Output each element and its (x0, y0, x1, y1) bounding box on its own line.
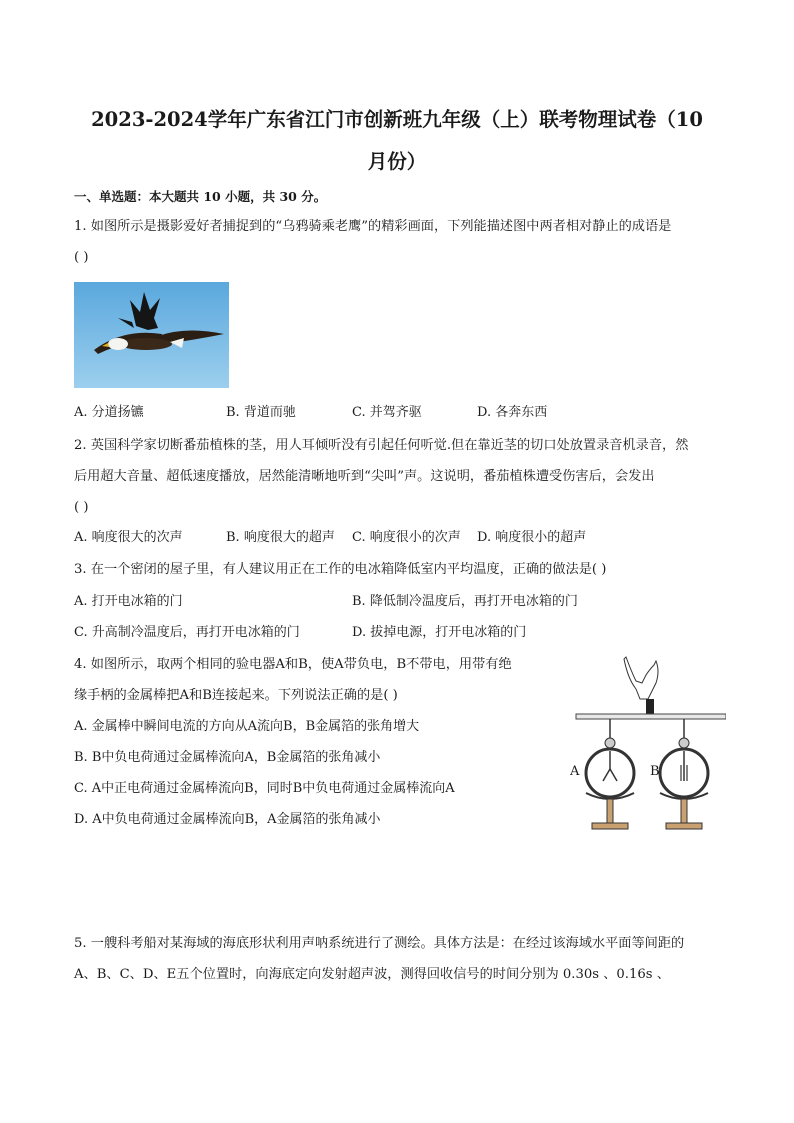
q1-stem-line2: ( ) (74, 250, 89, 265)
q2-option-d: D. 响度很小的超声 (477, 530, 587, 545)
q4-stem-line2: 缘手柄的金属棒把A和B连接起来。下列说法正确的是( ) (74, 688, 398, 703)
q1-option-a: A. 分道扬镳 (74, 405, 144, 420)
q4-stem-line1: 4. 如图所示，取两个相同的验电器A和B，使A带负电，B不带电，用带有绝 (74, 657, 512, 672)
q3-option-d: D. 拔掉电源，打开电冰箱的门 (352, 625, 527, 640)
q2-option-b: B. 响度很大的超声 (226, 530, 335, 545)
q1-option-d: D. 各奔东西 (477, 405, 548, 420)
q3-option-b: B. 降低制冷温度后，再打开电冰箱的门 (352, 594, 578, 609)
q2-option-a: A. 响度很大的次声 (74, 530, 183, 545)
q1-option-c: C. 并驾齐驱 (352, 405, 422, 420)
q4-option-c: C. A中正电荷通过金属棒流向B，同时B中负电荷通过金属棒流向A (74, 781, 455, 796)
q4-option-b: B. B中负电荷通过金属棒流向A，B金属箔的张角减小 (74, 750, 381, 765)
q5-stem-line1: 5. 一艘科考船对某海域的海底形状利用声呐系统进行了测绘。具体方法是：在经过该海域水平面等间距的 (74, 936, 685, 951)
q2-stem-line2: 后用超大音量、超低速度播放，居然能清晰地听到“尖叫”声。这说明，番茄植株遭受伤害后，会发出 (74, 469, 655, 484)
q5-stem-line2: A、B、C、D、E五个位置时，向海底定向发射超声波，测得回收信号的时间分别为 0.30s 、0.16s 、 (74, 967, 670, 982)
q2-option-c: C. 响度很小的次声 (352, 530, 461, 545)
figure-label-b: B (650, 764, 660, 779)
q4-option-d: D. A中负电荷通过金属棒流向B，A金属箔的张角减小 (74, 812, 381, 827)
q4-option-a: A. 金属棒中瞬间电流的方向从A流向B，B金属箔的张角增大 (74, 719, 420, 734)
q1-option-b: B. 背道而驰 (226, 405, 296, 420)
q3-option-a: A. 打开电冰箱的门 (74, 594, 183, 609)
q3-stem: 3. 在一个密闭的屋子里，有人建议用正在工作的电冰箱降低室内平均温度，正确的做法是( ) (74, 562, 607, 577)
q2-stem-line3: ( ) (74, 500, 89, 515)
crow-riding-eagle-photo (74, 282, 229, 388)
section-heading: 一、单选题：本大题共 10 小题，共 30 分。 (74, 189, 327, 204)
electroscope-figure (562, 655, 726, 831)
figure-label-a: A (570, 764, 580, 779)
q2-stem-line1: 2. 英国科学家切断番茄植株的茎，用人耳倾听没有引起任何听觉.但在靠近茎的切口处放置录音机录音，然 (74, 438, 689, 453)
q3-option-c: C. 升高制冷温度后，再打开电冰箱的门 (74, 625, 300, 640)
q1-stem-line1: 1. 如图所示是摄影爱好者捕捉到的“乌鸦骑乘老鹰”的精彩画面，下列能描述图中两者相对静止的成语是 (74, 219, 672, 234)
exam-title-line1: 2023-2024学年广东省江门市创新班九年级（上）联考物理试卷（10 (91, 108, 703, 131)
exam-title-line2: 月份） (367, 150, 427, 173)
